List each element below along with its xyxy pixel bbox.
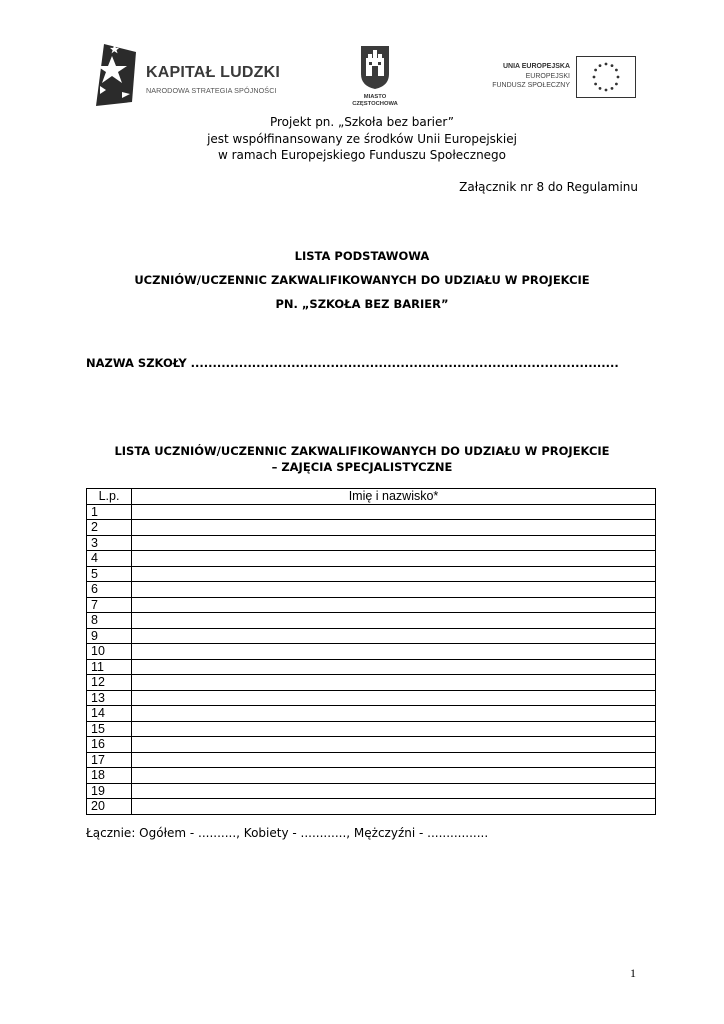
- student-name-cell[interactable]: [132, 675, 656, 691]
- intro-line2: jest współfinansowany ze środków Unii Europejskiej: [207, 131, 517, 146]
- annex-label: Załącznik nr 8 do Regulaminu: [459, 180, 638, 194]
- table-row: [87, 768, 656, 784]
- eu-logo-text: [492, 62, 570, 91]
- student-name-cell[interactable]: [132, 566, 656, 582]
- row-number: 2: [87, 520, 132, 536]
- student-name-cell[interactable]: [132, 706, 656, 722]
- student-name-cell[interactable]: [132, 520, 656, 536]
- eu-label-line2: EUROPEJSKI: [525, 72, 570, 80]
- list-title-line1: LISTA UCZNIÓW/UCZENNIC ZAKWALIFIKOWANYCH DO UDZIAŁU W PROJEKCIE: [114, 444, 610, 458]
- table-row: [87, 566, 656, 582]
- row-number: 17: [87, 752, 132, 768]
- city-coat-of-arms-icon: [359, 44, 391, 90]
- student-name-cell[interactable]: [132, 737, 656, 753]
- heading-line1: LISTA PODSTAWOWA: [294, 249, 430, 263]
- kapital-ludzki-logo: [92, 42, 292, 108]
- row-number: 20: [87, 799, 132, 815]
- table-row: [87, 721, 656, 737]
- row-number: 18: [87, 768, 132, 784]
- list-title: [0, 443, 724, 475]
- student-name-cell[interactable]: [132, 613, 656, 629]
- kapital-ludzki-emblem-icon: [92, 42, 142, 108]
- row-number: 15: [87, 721, 132, 737]
- list-title-line2: – ZAJĘCIA SPECJALISTYCZNE: [271, 460, 453, 474]
- table-header-row: [87, 489, 656, 505]
- table-row: [87, 659, 656, 675]
- page-number: 1: [630, 966, 636, 980]
- city-label-line2: CZĘSTOCHOWA: [352, 101, 398, 107]
- student-name-cell[interactable]: [132, 768, 656, 784]
- table-row: [87, 783, 656, 799]
- table-row: [87, 520, 656, 536]
- table-body: [87, 504, 656, 814]
- row-number: 1: [87, 504, 132, 520]
- table-row: [87, 675, 656, 691]
- totals-line: Łącznie: Ogółem - .........., Kobiety - ............, Mężczyźni - ................: [86, 826, 489, 840]
- table-row: [87, 582, 656, 598]
- kapital-ludzki-title: KAPITAŁ LUDZKI: [146, 64, 281, 81]
- student-name-cell[interactable]: [132, 582, 656, 598]
- project-intro: [0, 114, 724, 164]
- eu-label-line1: UNIA EUROPEJSKA: [502, 63, 570, 70]
- document-heading: [0, 244, 724, 316]
- student-name-cell[interactable]: [132, 597, 656, 613]
- row-number: 8: [87, 613, 132, 629]
- row-number: 10: [87, 644, 132, 660]
- students-table: [86, 488, 656, 815]
- row-number: 13: [87, 690, 132, 706]
- row-number: 14: [87, 706, 132, 722]
- kapital-ludzki-subtitle: NARODOWA STRATEGIA SPÓJNOŚCI: [146, 86, 277, 95]
- row-number: 5: [87, 566, 132, 582]
- table-row: [87, 799, 656, 815]
- intro-line1: Projekt pn. „Szkoła bez barier”: [269, 115, 455, 129]
- row-number: 19: [87, 783, 132, 799]
- city-label-line1: MIASTO: [363, 94, 387, 100]
- table-row: [87, 628, 656, 644]
- student-name-cell[interactable]: [132, 504, 656, 520]
- heading-line3: PN. „SZKOŁA BEZ BARIER”: [275, 297, 449, 311]
- student-name-cell[interactable]: [132, 644, 656, 660]
- heading-line2: UCZNIÓW/UCZENNIC ZAKWALIFIKOWANYCH DO UDZIAŁU W PROJEKCIE: [134, 273, 590, 287]
- table-row: [87, 752, 656, 768]
- table-row: [87, 504, 656, 520]
- row-number: 4: [87, 551, 132, 567]
- row-number: 16: [87, 737, 132, 753]
- eu-logo: [486, 56, 636, 100]
- table-row: [87, 551, 656, 567]
- student-name-cell[interactable]: [132, 628, 656, 644]
- table-row: [87, 644, 656, 660]
- school-name-field: NAZWA SZKOŁY ..................................................................................................: [86, 356, 619, 370]
- table-row: [87, 613, 656, 629]
- student-name-cell[interactable]: [132, 799, 656, 815]
- column-header-number: L.p.: [87, 489, 132, 505]
- row-number: 3: [87, 535, 132, 551]
- student-name-cell[interactable]: [132, 551, 656, 567]
- student-name-cell[interactable]: [132, 690, 656, 706]
- table-row: [87, 690, 656, 706]
- czestochowa-logo: [350, 44, 400, 110]
- row-number: 12: [87, 675, 132, 691]
- row-number: 7: [87, 597, 132, 613]
- eu-flag-icon: [576, 56, 636, 98]
- intro-line3: w ramach Europejskiego Funduszu Społecznego: [217, 148, 507, 162]
- student-name-cell[interactable]: [132, 783, 656, 799]
- student-name-cell[interactable]: [132, 752, 656, 768]
- student-name-cell[interactable]: [132, 535, 656, 551]
- student-name-cell[interactable]: [132, 659, 656, 675]
- column-header-name: Imię i nazwisko*: [132, 489, 656, 505]
- table-row: [87, 597, 656, 613]
- eu-label-line3: FUNDUSZ SPOŁECZNY: [492, 82, 570, 89]
- row-number: 6: [87, 582, 132, 598]
- table-row: [87, 737, 656, 753]
- table-row: [87, 535, 656, 551]
- row-number: 9: [87, 628, 132, 644]
- table-row: [87, 706, 656, 722]
- row-number: 11: [87, 659, 132, 675]
- student-name-cell[interactable]: [132, 721, 656, 737]
